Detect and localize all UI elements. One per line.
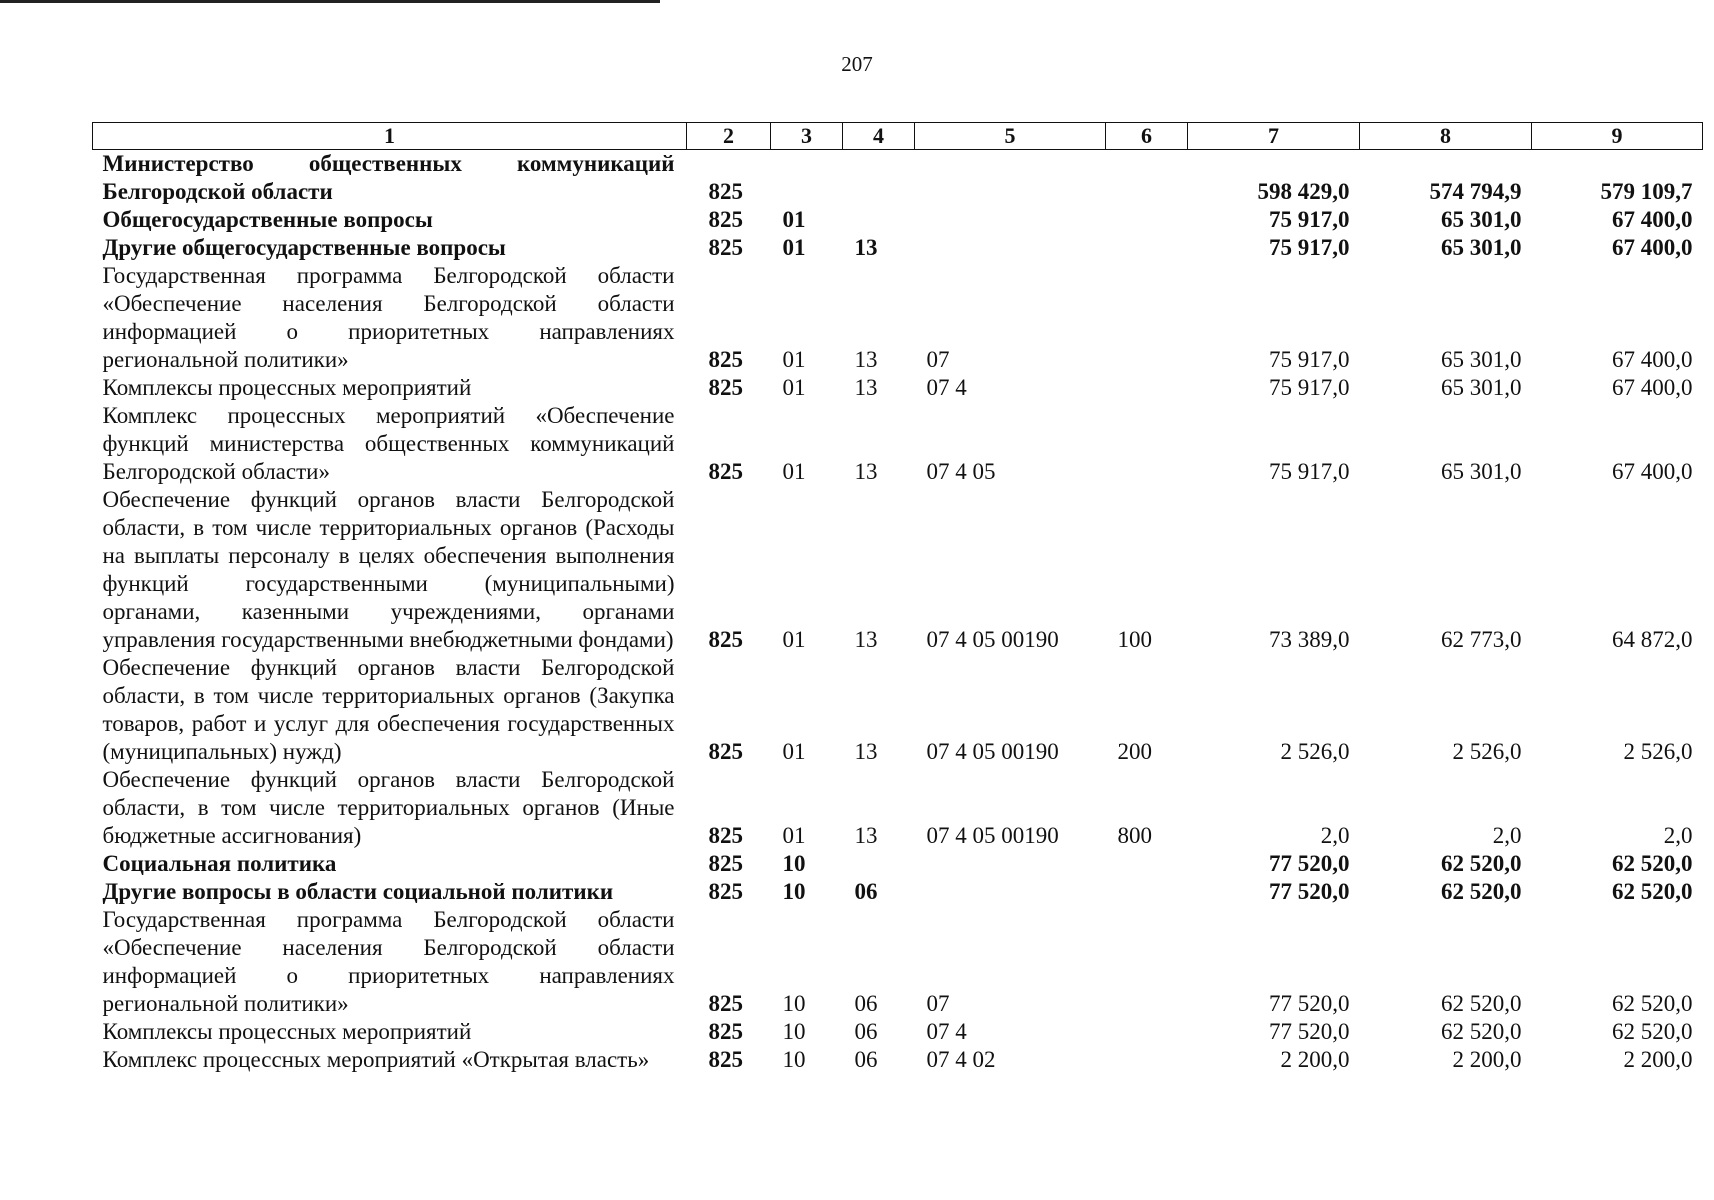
row-amount-col8: 62 520,0 (1441, 991, 1522, 1016)
row-name: Обеспечение функций органов власти Белгородской области, в том числе территориальных органов (Расходы на выплаты персоналу в целях обеспечения выполнения функций государственными (муниципальными) органами, казенными учреждениями, органами управления государственными внебюджетными фондами) (102, 487, 675, 652)
row-code-admin: 825 (708, 207, 743, 232)
row-code-expense-type: 100 (1117, 627, 1152, 652)
row-name: Другие общегосударственные вопросы (102, 235, 506, 260)
row-code-expense-type (1106, 1018, 1188, 1046)
row-code-target (915, 878, 1106, 906)
row-code-section: 10 (782, 879, 806, 904)
row-code-expense-type (1106, 402, 1188, 486)
row-code-admin: 825 (708, 347, 743, 372)
row-amount-col9: 67 400,0 (1612, 235, 1693, 260)
row-name: Государственная программа Белгородской области «Обеспечение населения Белгородской области информацией о приоритетных направлениях региональной политики» (102, 907, 675, 1016)
header-col-4: 4 (843, 123, 915, 150)
row-code-section: 01 (782, 627, 806, 652)
table-row (93, 850, 1703, 878)
row-code-target: 07 4 05 00190 (926, 823, 1059, 848)
row-amount-col8: 65 301,0 (1441, 207, 1522, 232)
row-amount-col8: 65 301,0 (1441, 375, 1522, 400)
row-code-admin: 825 (708, 991, 743, 1016)
row-code-target: 07 4 02 (926, 1047, 996, 1072)
header-col-6: 6 (1106, 123, 1188, 150)
row-name: Общегосударственные вопросы (102, 207, 433, 232)
row-code-subsection: 13 (854, 823, 878, 848)
row-amount-col7: 77 520,0 (1269, 879, 1350, 904)
header-col-8: 8 (1360, 123, 1532, 150)
row-code-target: 07 4 (926, 1019, 967, 1044)
row-code-admin: 825 (708, 459, 743, 484)
row-amount-col7: 598 429,0 (1257, 179, 1350, 204)
row-amount-col7: 77 520,0 (1269, 851, 1350, 876)
row-code-subsection: 06 (854, 879, 878, 904)
row-amount-col9: 2 526,0 (1623, 739, 1693, 764)
row-code-admin: 825 (708, 179, 743, 204)
row-code-target (915, 234, 1106, 262)
table-row (93, 402, 1703, 486)
row-amount-col8: 2 526,0 (1452, 739, 1522, 764)
row-code-section (771, 150, 843, 207)
row-code-target (915, 150, 1106, 207)
row-amount-col9: 67 400,0 (1612, 375, 1693, 400)
row-code-admin: 825 (708, 375, 743, 400)
row-code-subsection: 13 (854, 347, 878, 372)
row-code-section: 01 (782, 347, 806, 372)
table-row (93, 1018, 1703, 1046)
row-amount-col7: 77 520,0 (1269, 991, 1350, 1016)
row-code-section: 10 (782, 991, 806, 1016)
row-name: Комплекс процессных мероприятий «Открытая власть» (102, 1047, 650, 1072)
row-code-subsection: 13 (854, 235, 878, 260)
row-code-expense-type (1106, 234, 1188, 262)
row-amount-col7: 75 917,0 (1269, 235, 1350, 260)
header-col-3: 3 (771, 123, 843, 150)
row-name: Государственная программа Белгородской области «Обеспечение населения Белгородской области информацией о приоритетных направлениях региональной политики» (102, 263, 675, 372)
row-amount-col7: 2,0 (1320, 823, 1350, 848)
table-row (93, 1046, 1703, 1074)
table-row (93, 878, 1703, 906)
header-row (93, 123, 1703, 150)
row-code-section: 01 (782, 375, 806, 400)
row-code-section: 01 (782, 207, 806, 232)
row-amount-col7: 77 520,0 (1269, 1019, 1350, 1044)
row-amount-col8: 65 301,0 (1441, 459, 1522, 484)
row-code-expense-type (1106, 1046, 1188, 1074)
row-amount-col9: 2 200,0 (1623, 1047, 1693, 1072)
row-code-admin: 825 (708, 235, 743, 260)
row-amount-col9: 67 400,0 (1612, 459, 1693, 484)
row-code-section: 10 (782, 851, 806, 876)
row-name: Комплексы процессных мероприятий (102, 1019, 472, 1044)
row-amount-col8: 65 301,0 (1441, 235, 1522, 260)
page-number: 207 (841, 52, 873, 76)
row-amount-col7: 2 526,0 (1280, 739, 1350, 764)
row-code-subsection: 06 (854, 1019, 878, 1044)
table-body (93, 150, 1703, 1075)
row-code-section: 01 (782, 739, 806, 764)
row-amount-col9: 64 872,0 (1612, 627, 1693, 652)
row-amount-col9: 579 109,7 (1600, 179, 1693, 204)
row-code-subsection (843, 850, 915, 878)
row-code-target: 07 (926, 991, 950, 1016)
row-code-expense-type (1106, 206, 1188, 234)
row-amount-col8: 62 520,0 (1441, 879, 1522, 904)
header-col-7: 7 (1188, 123, 1360, 150)
header-col-1: 1 (93, 123, 687, 150)
row-name: Комплекс процессных мероприятий «Обеспечение функций министерства общественных коммуникаций Белгородской области» (102, 403, 675, 484)
row-amount-col8: 62 520,0 (1441, 851, 1522, 876)
row-code-subsection: 06 (854, 1047, 878, 1072)
row-amount-col8: 2 200,0 (1452, 1047, 1522, 1072)
row-code-expense-type (1106, 878, 1188, 906)
row-amount-col7: 75 917,0 (1269, 347, 1350, 372)
table-row (93, 766, 1703, 850)
row-code-subsection (843, 206, 915, 234)
row-code-expense-type: 800 (1117, 823, 1152, 848)
row-code-admin: 825 (708, 627, 743, 652)
table-row (93, 262, 1703, 374)
table-row (93, 906, 1703, 1018)
table-row (93, 206, 1703, 234)
header-col-2: 2 (687, 123, 771, 150)
row-amount-col9: 67 400,0 (1612, 347, 1693, 372)
row-code-target: 07 4 05 (926, 459, 996, 484)
row-code-expense-type (1106, 850, 1188, 878)
row-amount-col8: 62 773,0 (1441, 627, 1522, 652)
row-name: Министерство общественных коммуникаций Белгородской области (102, 151, 675, 204)
header-col-5: 5 (915, 123, 1106, 150)
row-code-expense-type (1106, 262, 1188, 374)
row-amount-col9: 62 520,0 (1612, 991, 1693, 1016)
row-amount-col7: 75 917,0 (1269, 207, 1350, 232)
row-amount-col7: 73 389,0 (1269, 627, 1350, 652)
header-col-9: 9 (1532, 123, 1703, 150)
row-code-admin: 825 (708, 739, 743, 764)
row-code-section: 01 (782, 459, 806, 484)
row-code-target: 07 (926, 347, 950, 372)
row-code-section: 01 (782, 823, 806, 848)
table-row (93, 150, 1703, 207)
row-code-admin: 825 (708, 1019, 743, 1044)
row-name: Комплексы процессных мероприятий (102, 375, 472, 400)
row-amount-col7: 2 200,0 (1280, 1047, 1350, 1072)
row-code-admin: 825 (708, 1047, 743, 1072)
row-code-expense-type (1106, 906, 1188, 1018)
row-code-target (915, 850, 1106, 878)
row-name: Социальная политика (102, 851, 337, 876)
row-code-section: 10 (782, 1047, 806, 1072)
row-amount-col8: 65 301,0 (1441, 347, 1522, 372)
row-amount-col9: 62 520,0 (1612, 851, 1693, 876)
row-amount-col8: 574 794,9 (1429, 179, 1522, 204)
row-code-subsection: 13 (854, 375, 878, 400)
row-amount-col9: 62 520,0 (1612, 1019, 1693, 1044)
row-amount-col9: 67 400,0 (1612, 207, 1693, 232)
row-name: Другие вопросы в области социальной политики (102, 879, 614, 904)
row-amount-col7: 75 917,0 (1269, 459, 1350, 484)
row-code-subsection: 13 (854, 739, 878, 764)
row-code-subsection (843, 150, 915, 207)
row-amount-col9: 62 520,0 (1612, 879, 1693, 904)
row-code-expense-type (1106, 374, 1188, 402)
table-row (93, 486, 1703, 654)
row-code-target: 07 4 05 00190 (926, 627, 1059, 652)
row-code-subsection: 13 (854, 627, 878, 652)
row-amount-col8: 2,0 (1492, 823, 1522, 848)
row-code-target: 07 4 05 00190 (926, 739, 1059, 764)
row-code-admin: 825 (708, 823, 743, 848)
row-code-section: 01 (782, 235, 806, 260)
row-code-expense-type (1106, 150, 1188, 207)
row-amount-col9: 2,0 (1663, 823, 1693, 848)
row-code-admin: 825 (708, 851, 743, 876)
table-row (93, 234, 1703, 262)
row-code-subsection: 13 (854, 459, 878, 484)
table-row (93, 374, 1703, 402)
row-name: Обеспечение функций органов власти Белгородской области, в том числе территориальных органов (Закупка товаров, работ и услуг для обеспечения государственных (муниципальных) нужд) (102, 655, 675, 764)
row-amount-col8: 62 520,0 (1441, 1019, 1522, 1044)
row-code-subsection: 06 (854, 991, 878, 1016)
row-amount-col7: 75 917,0 (1269, 375, 1350, 400)
table-header (93, 123, 1703, 150)
row-code-section: 10 (782, 1019, 806, 1044)
row-code-target: 07 4 (926, 375, 967, 400)
top-edge-rule (0, 0, 660, 3)
row-code-target (915, 206, 1106, 234)
budget-table (92, 122, 1703, 1074)
row-code-expense-type: 200 (1117, 739, 1152, 764)
table-row (93, 654, 1703, 766)
row-name: Обеспечение функций органов власти Белгородской области, в том числе территориальных органов (Иные бюджетные ассигнования) (102, 767, 675, 848)
row-code-admin: 825 (708, 879, 743, 904)
